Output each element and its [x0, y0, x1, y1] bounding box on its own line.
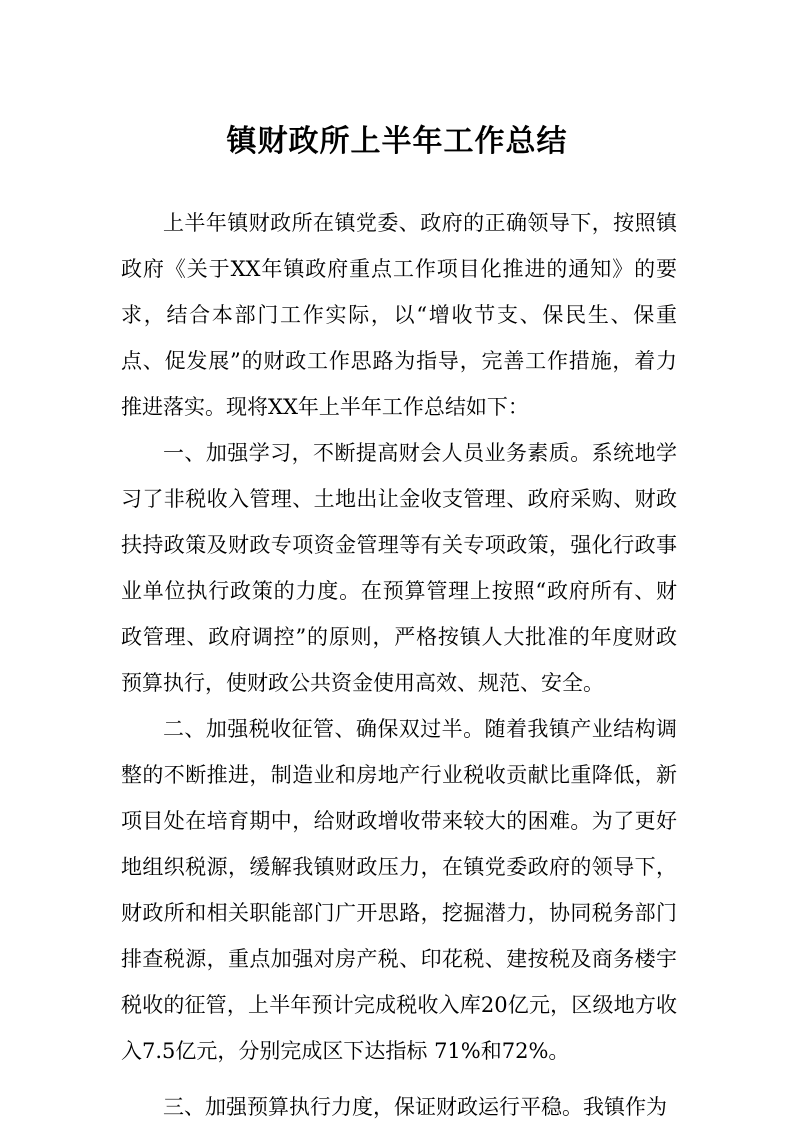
paragraph-section-2: 二、加强税收征管、确保双过半。随着我镇产业结构调整的不断推进，制造业和房地产行业税收贡献比重降低，新项目处在培育期中，给财政增收带来较大的困难。为了更好地组织税源，缓解我镇财政压力，在镇党委政府的领导下，财政所和相关职能部门广开思路，挖掘潜力，协同税务部门排查税源，重点加强对房产税、印花税、建按税及商务楼宇税收的征管，上半年预计完成税收入库20亿元，区级地方收入7.5亿元，分别完成区下达指标 71%和72%。 [121, 717, 677, 1063]
document-title: 镇财政所上半年工作总结 [226, 124, 568, 160]
paragraph-intro: 上半年镇财政所在镇党委、政府的正确领导下，按照镇政府《关于XX年镇政府重点工作项目化推进的通知》的要求，结合本部门工作实际，以“增收节支、保民生、保重点、促发展”的财政工作思路为指导，完善工作措施，着力推进落实。现将XX年上半年工作总结如下： [121, 211, 677, 419]
paragraph-section-3: 三、加强预算执行力度，保证财政运行平稳。我镇作为 [163, 1095, 667, 1119]
paragraph-section-1: 一、加强学习，不断提高财会人员业务素质。系统地学习了非税收入管理、土地出让金收支管理、政府采购、财政扶持政策及财政专项资金管理等有关专项政策，强化行政事业单位执行政策的力度。在预算管理上按照“政府所有、财政管理、政府调控”的原则，严格按镇人大批准的年度财政预算执行，使财政公共资金使用高效、规范、安全。 [121, 441, 677, 695]
document-body [121, 200, 677, 1130]
